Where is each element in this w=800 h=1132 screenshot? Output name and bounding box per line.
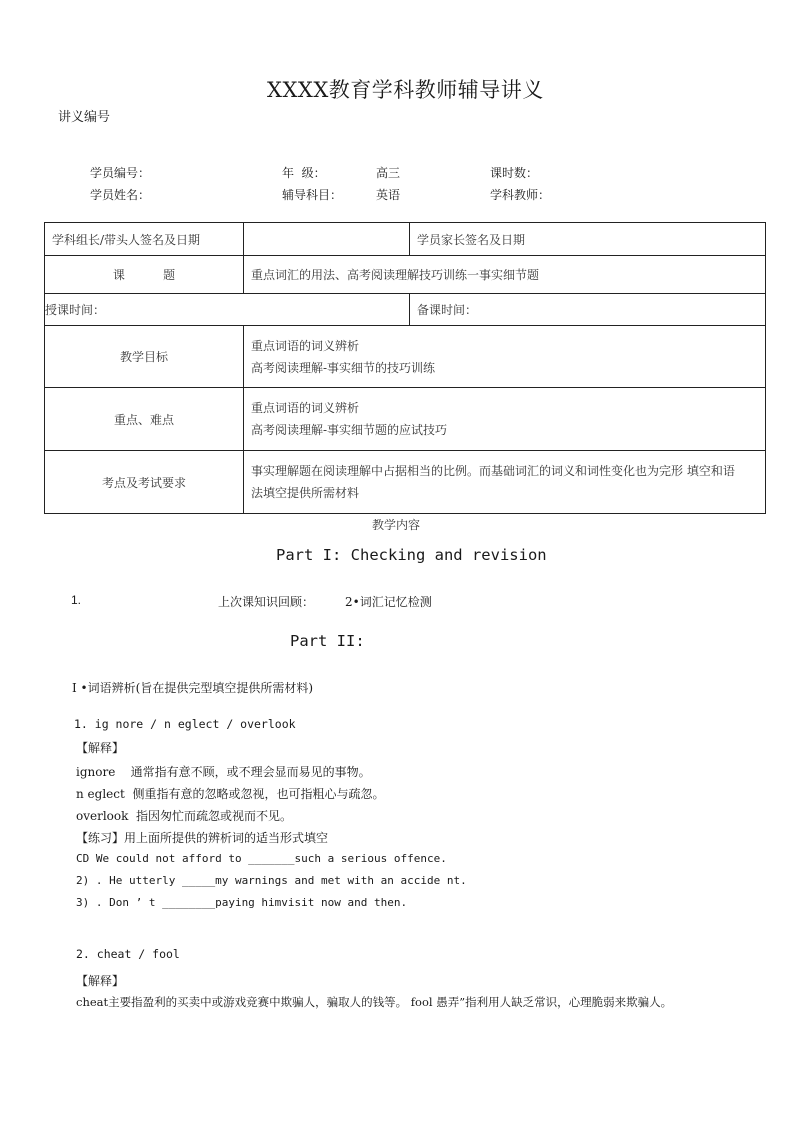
- exam-label: 考点及考试要求: [45, 451, 244, 514]
- explanation-line: ignore 通常指有意不顾，或不理会显而易见的事物。: [76, 765, 371, 779]
- review-label: 上次课知识回顾：: [218, 595, 315, 609]
- student-no-label: 学员编号：: [90, 166, 151, 180]
- focus-item: 重点词语的词义辨析: [251, 401, 360, 415]
- exam-line: 事实理解题在阅读理解中占据相当的比例。而基础词汇的词义和词性变化也为完形 填空和语: [251, 464, 735, 478]
- topic-label: 课 题: [45, 256, 244, 294]
- exercise-line: CD We could not afford to _______such a serious offence.: [76, 852, 447, 865]
- subject-value: 英语: [376, 188, 401, 202]
- focus-label: 重点、难点: [45, 388, 244, 451]
- goal-item: 重点词语的词义辨析: [251, 338, 360, 353]
- table-row: [45, 326, 766, 388]
- topic-value: 重点词汇的用法、高考阅读理解技巧训练一事实细节题: [244, 256, 766, 294]
- table-row: [45, 451, 766, 514]
- item1-title: 1. ig nore / n eglect / overlook: [74, 717, 296, 731]
- hours-label: 课时数：: [490, 166, 539, 180]
- part2-title: Part II:: [290, 632, 365, 650]
- student-name-label: 学员姓名：: [90, 188, 151, 202]
- goals-label: 教学目标: [45, 326, 244, 388]
- subject-label: 辅导科目：: [282, 188, 343, 202]
- focus-item: 高考阅读理解-事实细节题的应试技巧: [251, 423, 448, 437]
- item2-title: 2. cheat / fool: [76, 947, 180, 961]
- grade-label: 年 级：: [282, 166, 326, 180]
- explain-label: 【解释】: [76, 741, 125, 755]
- table-row: [45, 256, 766, 294]
- goal-item: 高考阅读理解-事实细节的技巧训练: [251, 360, 436, 375]
- focus-cell: [244, 388, 766, 451]
- handout-number-label: 讲义编号: [58, 110, 111, 125]
- teach-time-label: 授课时间：: [45, 294, 410, 326]
- part1-title: Part I: Checking and revision: [276, 546, 547, 564]
- exercise-line: 3) . Don ’ t ________paying himvisit now and then.: [76, 896, 408, 909]
- grade-value: 高三: [376, 166, 401, 180]
- explain2-label: 【解释】: [76, 974, 125, 988]
- goals-cell: [244, 326, 766, 388]
- section-label: 教学内容: [372, 518, 421, 532]
- explanation-line: n eglect 侧重指有意的忽略或忽视，也可指粗心与疏忽。: [76, 787, 385, 801]
- table-row: [45, 223, 766, 256]
- exercise-line: 2) . He utterly _____my warnings and met with an accide nt.: [76, 874, 467, 887]
- practice-label: 【练习】用上面所提供的辨析词的适当形式填空: [76, 831, 329, 845]
- leader-sign-label: 学科组长/带头人签名及日期: [45, 223, 244, 256]
- review-item-vocab-check: 2•词汇记忆检测: [345, 595, 432, 609]
- leader-sign-value: [244, 223, 410, 256]
- exam-line: 法填空提供所需材料: [251, 486, 360, 500]
- teacher-label: 学科教师：: [490, 188, 551, 202]
- parent-sign-label: 学员家长签名及日期: [410, 223, 766, 256]
- exam-cell: [244, 451, 766, 514]
- explain2-text: cheat主要指盈利的买卖中或游戏竞赛中欺骗人，骗取人的钱等。 fool 愚弄”指利用人缺乏常识，心理脆弱来欺骗人。: [76, 995, 673, 1009]
- page-title: XXXX教育学科教师辅导讲义: [267, 78, 544, 102]
- table-row: [45, 388, 766, 451]
- explanation-line: overlook 指因匆忙而疏忽或视而不见。: [76, 809, 293, 823]
- vocab-heading: I •词语辨析(旨在提供完型填空提供所需材料): [72, 681, 313, 695]
- table-row: [45, 294, 766, 326]
- lesson-info-table: [44, 222, 766, 514]
- review-number: 1.: [71, 593, 82, 607]
- prep-time-label: 备课时间：: [410, 294, 766, 326]
